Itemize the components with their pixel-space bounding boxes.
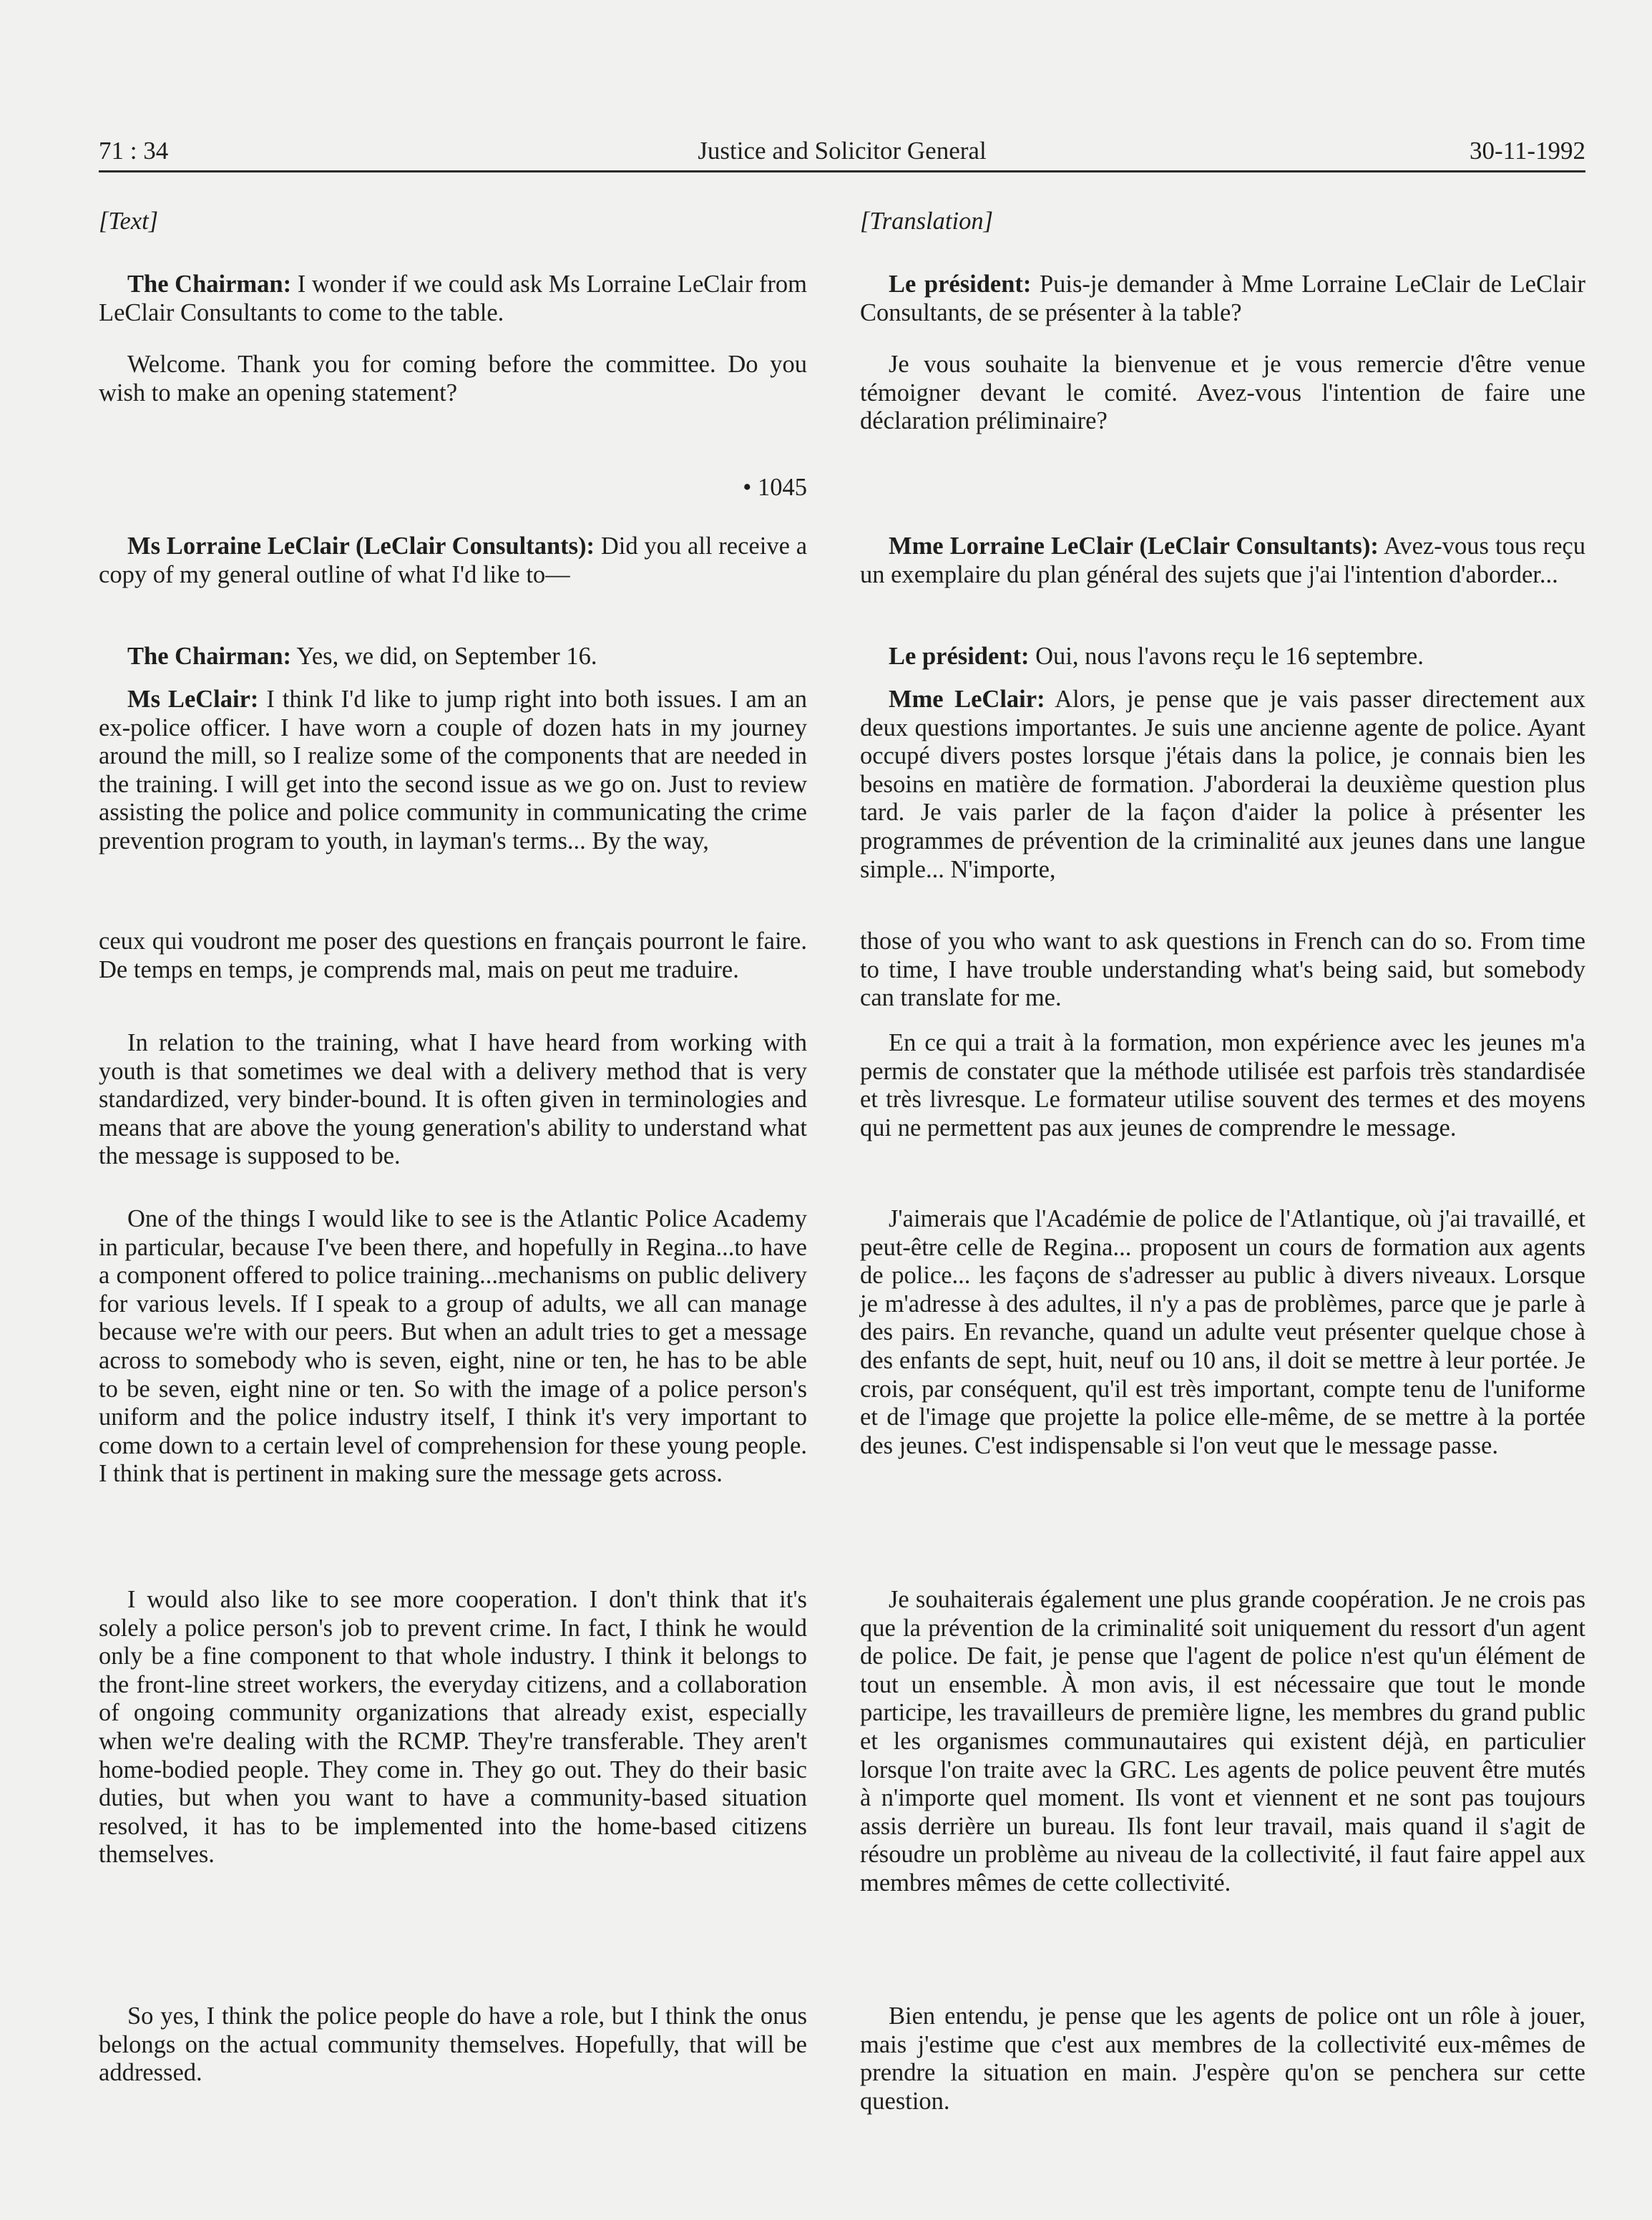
- paragraph: those of you who want to ask questions in French can do so. From time to time, I have trouble understanding what's being said, but somebody can translate for me.: [860, 928, 1585, 1012]
- speech-text: Yes, we did, on September 16.: [291, 643, 597, 670]
- paragraph: ceux qui voudront me poser des questions en français pourront le faire. De temps en temps, je comprends mal, mais on peut me traduire.: [99, 928, 807, 983]
- speaker-name: The Chairman:: [127, 271, 292, 298]
- speaker-name: Mme LeClair:: [889, 686, 1045, 713]
- speaker-name: Mme Lorraine LeClair (LeClair Consultants):: [889, 532, 1379, 560]
- speech-text: Alors, je pense que je vais passer directement aux deux questions importantes. Je suis une ancienne agente de police. Ayant occupé divers postes lorsque j'étais dans la police, je connais bien les besoins en matière de formation. J'aborderai la deuxième question plus tard. Je vais parler de la façon d'aider la police à présenter les programmes de prévention de la criminalité aux jeunes dans une langue simple... N'importe,: [860, 686, 1586, 883]
- paragraph: So yes, I think the police people do have a role, but I think the onus belongs on the actual community themselves. Hopefully, that will be addressed.: [99, 2002, 807, 2087]
- page-number: 71 : 34: [99, 137, 169, 165]
- paragraph: Je souhaiterais également une plus grande coopération. Je ne crois pas que la prévention de la criminalité soit uniquement du ressort d'un agent de police. De fait, je pense que l'agent de police n'est qu'un élément de tout un ensemble. À mon avis, il est nécessaire que tout le monde participe, les travailleurs de première ligne, les membres du grand public et les organismes communautaires qui existent déjà, en particulier lorsque l'on traite avec la GRC. Les agents de police peuvent être mutés à n'importe quel moment. Ils vont et viennent et ne sont pas toujours assis derrière un bureau. Ils font leur travail, mais quand il s'agit de résoudre un problème au niveau de la collectivité, il faut faire appel aux membres mêmes de cette collectivité.: [860, 1586, 1585, 1897]
- speech-text: Oui, nous l'avons reçu le 16 septembre.: [1029, 643, 1424, 670]
- speech-text: Did you all receive a copy of my general outline of what I'd like to—: [99, 532, 808, 588]
- speech-text: I think I'd like to jump right into both issues. I am an ex-police officer. I have worn a couple of dozen hats in my journey around the mill, so I realize some of the components that are needed in the training. I will get into the second issue as we go on. Just to review assisting the police and police community in communicating the crime prevention program to youth, in layman's terms... By the way,: [99, 686, 807, 855]
- header-date: 30-11-1992: [1469, 137, 1585, 165]
- speaker-name: Ms Lorraine LeClair (LeClair Consultants):: [127, 532, 595, 560]
- paragraph: J'aimerais que l'Académie de police de l'Atlantique, où j'ai travaillé, et peut-être celle de Regina... proposent un cours de formation aux agents de police... les façons de s'adresser au public à divers niveaux. Lorsque je m'adresse à des adultes, il n'y a pas de problèmes, parce que je parle à des pairs. En revanche, quand un adulte veut présenter quelque chose à des enfants de sept, huit, neuf ou 10 ans, il doit se mettre à leur portée. Je crois, par conséquent, qu'il est très important, compte tenu de l'uniforme et de l'image que projette la police elle-même, de se mettre à la portée des jeunes. C'est indispensable si l'on veut que le message passe.: [860, 1205, 1585, 1459]
- page-header: [99, 133, 1585, 169]
- speech-text: Avez-vous tous reçu un exemplaire du plan général des sujets que j'ai l'intention d'aborder...: [860, 532, 1585, 588]
- page-title: Justice and Solicitor General: [698, 137, 987, 165]
- speaker-name: Ms LeClair:: [127, 686, 259, 713]
- paragraph: [99, 686, 807, 856]
- paragraph: In relation to the training, what I have heard from working with youth is that sometimes we deal with a delivery method that is very standardized, very binder-bound. It is often given in terminologies and means that are above the young generation's ability to understand what the message is supposed to be.: [99, 1029, 807, 1170]
- paragraph: [99, 532, 807, 589]
- header-rule: [99, 170, 1585, 172]
- paragraph: Welcome. Thank you for coming before the committee. Do you wish to make an opening statement?: [99, 351, 807, 406]
- speaker-name: The Chairman:: [127, 643, 292, 670]
- speaker-name: Le président:: [889, 271, 1032, 298]
- section-label-text: [Translation]: [860, 208, 993, 235]
- paragraph: One of the things I would like to see is the Atlantic Police Academy in particular, because I've been there, and hopefully in Regina...to have a component offered to police training...mechanisms on public delivery for various levels. If I speak to a group of adults, we all can manage because we're with our peers. But when an adult tries to get a message across to somebody who is seven, eight, nine or ten, he has to be able to be seven, eight nine or ten. So with the image of a police person's uniform and the police industry itself, I think it's very important to come down to a certain level of comprehension for these young people. I think that is pertinent in making sure the message gets across.: [99, 1205, 807, 1488]
- time-marker: • 1045: [743, 474, 807, 501]
- speech-text: I wonder if we could ask Ms Lorraine LeClair from LeClair Consultants to come to the table.: [99, 271, 807, 326]
- paragraph: [860, 686, 1585, 884]
- speaker-name: Le président:: [889, 643, 1030, 670]
- speech-text: Puis-je demander à Mme Lorraine LeClair de LeClair Consultants, de se présenter à la table?: [860, 271, 1585, 326]
- paragraph: [860, 532, 1585, 589]
- paragraph: [860, 643, 1585, 671]
- paragraph: [99, 271, 807, 327]
- section-label-text: [Text]: [99, 208, 159, 235]
- paragraph: [860, 271, 1585, 327]
- paragraph: I would also like to see more cooperation. I don't think that it's solely a police person's job to prevent crime. In fact, I think he would only be a fine component to that whole industry. I think it belongs to the front-line street workers, the everyday citizens, and a collaboration of ongoing community organizations that already exist, especially when we're dealing with the RCMP. They're transferable. They aren't home-bodied people. They come in. They go out. They do their basic duties, but when you want to have a community-based situation resolved, it has to be implemented into the home-based citizens themselves.: [99, 1586, 807, 1869]
- paragraph: [99, 643, 807, 671]
- paragraph: Je vous souhaite la bienvenue et je vous remercie d'être venue témoigner devant le comité. Avez-vous l'intention de faire une déclaration préliminaire?: [860, 351, 1585, 435]
- paragraph: Bien entendu, je pense que les agents de police ont un rôle à jouer, mais j'estime que c'est aux membres de la collectivité eux-mêmes de prendre la situation en main. J'espère qu'on se penchera sur cette question.: [860, 2002, 1585, 2115]
- paragraph: En ce qui a trait à la formation, mon expérience avec les jeunes m'a permis de constater que la méthode utilisée est parfois très standardisée et très livresque. Le formateur utilise souvent des termes et des moyens qui ne permettent pas aux jeunes de comprendre le message.: [860, 1029, 1585, 1141]
